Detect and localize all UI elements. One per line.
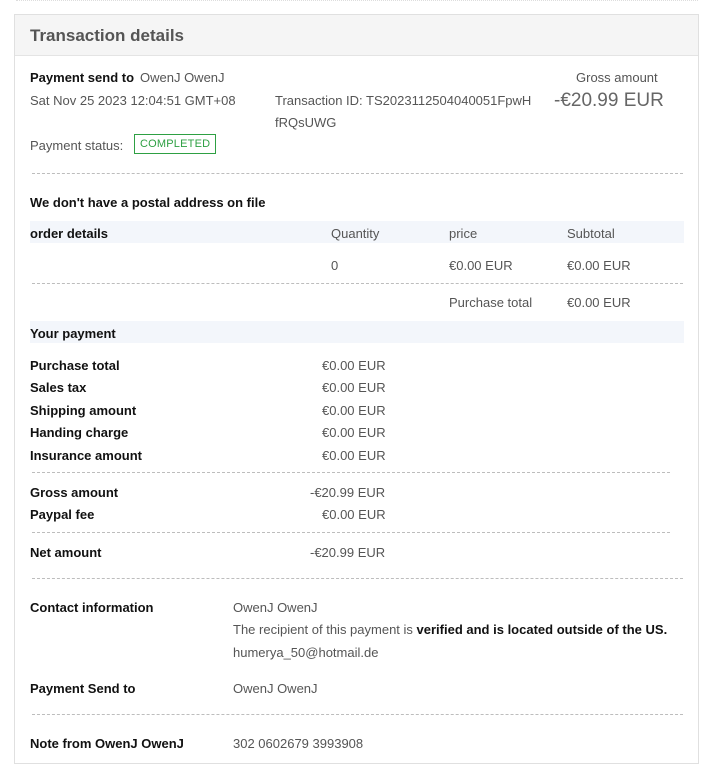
- handling-charge-value: €0.00 EUR: [322, 425, 386, 440]
- note-label: Note from OwenJ OwenJ: [30, 736, 184, 751]
- contact-email: humerya_50@hotmail.de: [233, 645, 379, 660]
- insurance-amount-label: Insurance amount: [30, 448, 142, 463]
- order-header-subtotal: Subtotal: [567, 226, 615, 241]
- postal-notice: We don't have a postal address on file: [30, 195, 266, 210]
- your-payment-band: [30, 321, 684, 343]
- payment-send-to-footer-value: OwenJ OwenJ: [233, 681, 318, 696]
- divider: [32, 173, 683, 174]
- recipient-notice: [233, 622, 667, 637]
- shipping-amount-value: €0.00 EUR: [322, 403, 386, 418]
- order-header-quantity: Quantity: [331, 226, 380, 241]
- order-row-subtotal: €0.00 EUR: [567, 258, 631, 273]
- transaction-id: Transaction ID: TS2023112504040051FpwH: [275, 93, 532, 108]
- payment-send-to-footer-label: Payment Send to: [30, 681, 136, 696]
- sales-tax-value: €0.00 EUR: [322, 380, 386, 395]
- divider: [32, 578, 683, 579]
- paypal-fee-value: €0.00 EUR: [322, 507, 386, 522]
- divider: [32, 283, 683, 284]
- net-amount-value: -€20.99 EUR: [310, 545, 386, 560]
- divider: [32, 472, 670, 473]
- purchase-total-label: Purchase total: [30, 358, 120, 373]
- handling-charge-label: Handing charge: [30, 425, 129, 440]
- your-payment-heading: Your payment: [30, 326, 116, 341]
- payment-gross-value: -€20.99 EUR: [310, 485, 386, 500]
- divider: [32, 714, 683, 715]
- transaction-panel: [14, 14, 699, 764]
- order-row-quantity: 0: [331, 258, 339, 273]
- page-title: Transaction details: [30, 26, 184, 45]
- paypal-fee-label: Paypal fee: [30, 507, 95, 522]
- payment-gross-label: Gross amount: [30, 485, 119, 500]
- shipping-amount-label: Shipping amount: [30, 403, 137, 418]
- gross-amount-label: Gross amount: [576, 70, 658, 85]
- payment-send-to-name: OwenJ OwenJ: [140, 70, 225, 85]
- contact-info-label: Contact information: [30, 600, 154, 615]
- payment-send-to-label: Payment send to: [30, 70, 135, 85]
- contact-name: OwenJ OwenJ: [233, 600, 318, 615]
- order-header-details: order details: [30, 226, 109, 241]
- order-total-label: Purchase total: [449, 295, 533, 310]
- order-total-value: €0.00 EUR: [567, 295, 631, 310]
- gross-amount-value: -€20.99 EUR: [554, 90, 664, 111]
- status-badge: COMPLETED: [134, 134, 216, 154]
- insurance-amount-value: €0.00 EUR: [322, 448, 386, 463]
- purchase-total-value: €0.00 EUR: [322, 358, 386, 373]
- recipient-notice-prefix: The recipient of this payment is: [233, 622, 417, 637]
- divider: [32, 532, 670, 533]
- note-value: 302 0602679 3993908: [233, 736, 364, 751]
- transaction-date: Sat Nov 25 2023 12:04:51 GMT+08: [30, 93, 236, 108]
- top-divider: [16, 0, 698, 1]
- payment-status-label: Payment status:: [30, 138, 124, 153]
- recipient-notice-bold: verified and is located outside of the US.: [416, 622, 668, 637]
- sales-tax-label: Sales tax: [30, 380, 87, 395]
- panel-header: [15, 15, 698, 56]
- net-amount-label: Net amount: [30, 545, 102, 560]
- transaction-id-continued: fRQsUWG: [275, 115, 337, 130]
- order-row-price: €0.00 EUR: [449, 258, 513, 273]
- order-header-price: price: [449, 226, 478, 241]
